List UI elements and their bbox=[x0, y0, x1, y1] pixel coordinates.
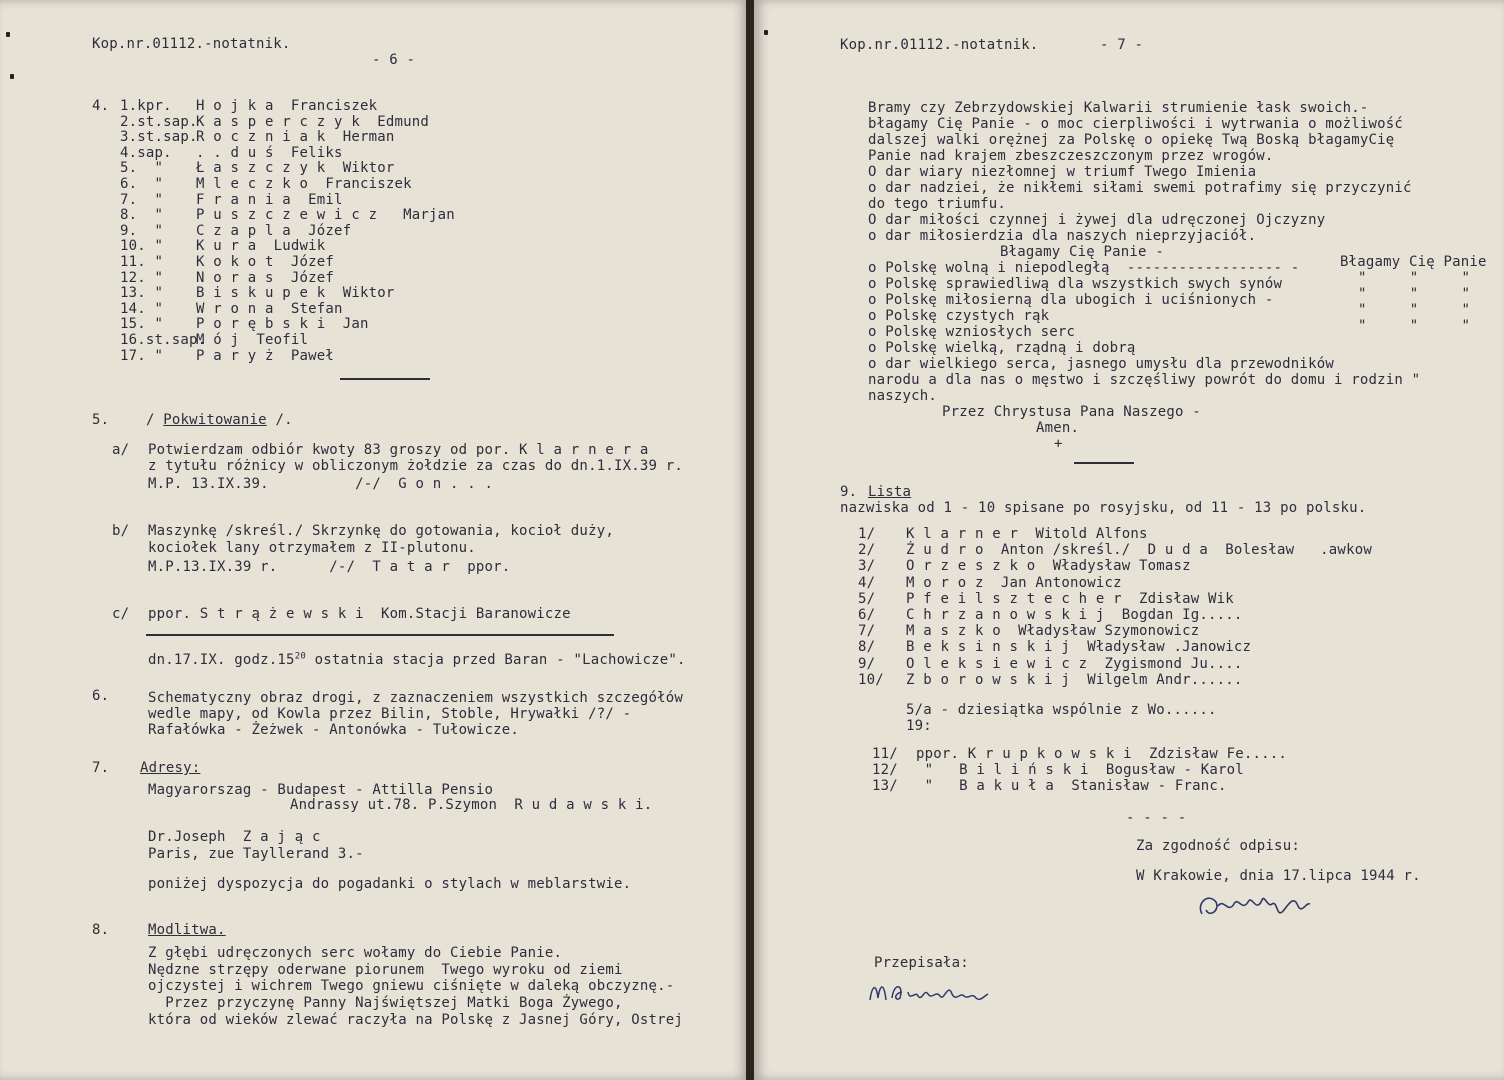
prayer-line: ojczystej i wichrem Twego gniewu ciśnięte w daleką obczyznę.- bbox=[148, 978, 675, 994]
receipt-line: Maszynkę /skreśl./ Skrzynkę do gotowania, kocioł duży, bbox=[148, 523, 614, 539]
receipt-line: dn.17.IX. $godz.15^{20}$ ostatnia stacja przed Baran - "Lachowicze". bbox=[148, 651, 686, 668]
address-line: Dr.Joseph Z a j ą c bbox=[148, 829, 321, 845]
list-name: K u r a Ludwik bbox=[196, 238, 326, 255]
list-name: P o r ę b s k i Jan bbox=[196, 316, 369, 333]
section-number: 5. bbox=[92, 412, 110, 428]
prayer-line: narodu a dla nas o męstwo i szczęśliwy powrót do domu i rodzin " bbox=[868, 372, 1421, 388]
section-title: / Pokwitowanie /. bbox=[146, 412, 293, 428]
list-name: P f e i l s z t e c h e r Zdisław Wik bbox=[906, 590, 1234, 607]
prayer-line: błagamy Cię Panie - o moc cierpliwości i wytrwania o możliwość bbox=[868, 116, 1403, 132]
prayer-line: o dar wielkiego serca, jasnego umysłu dla przewodników bbox=[868, 356, 1334, 372]
list-rank: 1.kpr. bbox=[120, 98, 172, 114]
list-rank: 13. " bbox=[120, 285, 164, 302]
margin-mark bbox=[10, 74, 14, 79]
prayer-line: Przez przyczynę Panny Najświętszej Matki Boga Żywego, bbox=[148, 995, 623, 1011]
list-name: P u s z c z e w i c z Marjan bbox=[196, 207, 455, 224]
prayer-line: o Polskę czystych rąk bbox=[868, 308, 1050, 324]
list-rank: 16.st.sap. bbox=[120, 332, 207, 348]
ditto-marks: " " " bbox=[1358, 270, 1471, 286]
list-subtitle: nazwiska od 1 - 10 spisane po rosyjsku, od 11 - 13 po polsku. bbox=[840, 500, 1367, 516]
list-name: . . d u ś Feliks bbox=[196, 144, 343, 161]
list-name: M l e c z k o Franciszek bbox=[196, 176, 412, 192]
list-rank: 7. " bbox=[120, 191, 164, 208]
list-rank: 17. " bbox=[120, 347, 164, 364]
list-name: " B a k u ł a Stanisław - Franc. bbox=[916, 778, 1227, 794]
list-rank: 14. " bbox=[120, 300, 164, 317]
item-label: b/ bbox=[112, 523, 130, 539]
receipt-line: z tytułu różnicy w obliczonym żołdzie za czas do dn.1.IX.39 r. bbox=[148, 458, 683, 474]
ditto-marks: " " " bbox=[1358, 286, 1471, 302]
list-number: 3/ bbox=[858, 558, 876, 575]
list-name: N o r a s Józef bbox=[196, 269, 335, 286]
list-name: M a s z k o Władysław Szymonowicz bbox=[906, 623, 1200, 640]
place-date: W Krakowie, dnia 17.lipca 1944 r. bbox=[1136, 868, 1421, 884]
address-line: Andrassy ut.78. P.Szymon R u d a w s k i. bbox=[290, 797, 653, 813]
receipt-line: kociołek lany otrzymałem z II-plutonu. bbox=[148, 540, 476, 556]
list-name: W r o n a Stefan bbox=[196, 300, 343, 317]
ditto-marks: " " " bbox=[1358, 302, 1471, 318]
list-name: P a r y ż Paweł bbox=[196, 347, 335, 364]
section-number: 6. bbox=[92, 688, 110, 704]
list-rank: 11. " bbox=[120, 254, 164, 270]
cross-mark: + bbox=[1054, 436, 1063, 452]
list-name: R o c z n i a k Herman bbox=[196, 129, 395, 146]
list-name: M ó j Teofil bbox=[196, 332, 309, 348]
item-label: c/ bbox=[112, 606, 130, 622]
list-name: H o j k a Franciszek bbox=[196, 98, 378, 114]
list-number: 4/ bbox=[858, 574, 876, 591]
prayer-line: o Polskę wolną i niepodległą ------------------ - bbox=[868, 260, 1300, 276]
prayer-refrain: Błagamy Cię Panie - bbox=[1000, 244, 1164, 260]
list-number: 7/ bbox=[858, 623, 876, 640]
list-number: 10/ bbox=[858, 671, 884, 688]
margin-mark bbox=[6, 32, 10, 37]
list-name: K l a r n e r Witold Alfons bbox=[906, 526, 1148, 542]
prayer-line: Nędzne strzępy oderwane piorunem Twego wyroku od ziemi bbox=[148, 962, 623, 978]
prayer-line: Bramy czy Zebrzydowskiej Kalwarii strumienie łask swoich.- bbox=[868, 100, 1369, 116]
list-rank: 12. " bbox=[120, 269, 164, 286]
list-name: C h r z a n o w s k i j Bogdan Ig..... bbox=[906, 607, 1243, 623]
list-name: B e k s i n s k i j Władysław .Janowicz bbox=[906, 639, 1252, 656]
prayer-line: do tego triumfu. bbox=[868, 196, 1007, 212]
list-rank: 4.sap. bbox=[120, 144, 172, 161]
prayer-line: Amen. bbox=[1036, 420, 1080, 436]
prayer-line: Z głębi udręczonych serc wołamy do Ciebie Panie. bbox=[148, 945, 563, 961]
prayer-line: o Polskę miłosierną dla ubogich i uciśnionych - bbox=[868, 292, 1274, 308]
prayer-line: dalszej walki orężnej za Polskę o opiekę Twą Boską błagamyCię bbox=[868, 132, 1395, 148]
page-6 bbox=[0, 0, 748, 1080]
list-note: 5/a - dziesiątka wspólnie z Wo...... bbox=[906, 702, 1217, 718]
prayer-line: o dar nadziei, że nikłemi siłami swemi potrafimy się przyczynić bbox=[868, 180, 1412, 196]
note-line: poniżej dyspozycja do pogadanki o stylach w meblarstwie. bbox=[148, 876, 632, 892]
list-number: 2/ bbox=[858, 542, 876, 559]
divider-dashes: - - - - bbox=[1126, 810, 1187, 826]
list-number: 9/ bbox=[858, 655, 876, 672]
section-number: 8. bbox=[92, 922, 110, 938]
list-number: 6/ bbox=[858, 607, 876, 623]
list-number: 12/ bbox=[872, 762, 898, 778]
route-line: wedle mapy, od Kowla przez Bilin, Stoble, Hrywałki /?/ - bbox=[148, 706, 632, 722]
list-rank: 15. " bbox=[120, 316, 164, 333]
divider bbox=[1074, 462, 1134, 464]
address-line: Paris, zue Tayllerand 3.- bbox=[148, 846, 364, 862]
section-title: Adresy: bbox=[140, 760, 201, 776]
list-rank: 8. " bbox=[120, 207, 164, 224]
list-name: F r a n i a Emil bbox=[196, 191, 343, 208]
section-number: 9. bbox=[840, 484, 858, 500]
receipt-line: ppor. S t r ą ż e w s k i Kom.Stacji Baranowicze bbox=[148, 606, 571, 622]
receipt-line: M.P.13.IX.39 r. /-/ T a t a r ppor. bbox=[148, 559, 511, 575]
signature-image bbox=[1194, 884, 1314, 930]
header-ref: Kop.nr.01112.-notatnik. bbox=[840, 37, 1039, 53]
address-line: Magyarorszag - Budapest - Attilla Pensio bbox=[148, 782, 494, 798]
prayer-line: o dar miłosierdzia dla naszych nieprzyjaciół. bbox=[868, 228, 1257, 244]
receipt-line: Potwierdzam odbiór kwoty 83 groszy od por. K l a r n e r a bbox=[148, 442, 649, 458]
list-rank: 5. " bbox=[120, 160, 164, 177]
prayer-refrain: Błagamy Cię Panie bbox=[1340, 254, 1487, 270]
list-rank: 2.st.sap. bbox=[120, 113, 198, 130]
list-name: O l e k s i e w i c z Zygismond Ju.... bbox=[906, 655, 1243, 672]
section-number: 4. bbox=[92, 98, 110, 114]
ditto-marks: " " " bbox=[1358, 318, 1471, 334]
list-name: Ż u d r o Anton /skreśl./ D u d a Bolesław .awkow bbox=[906, 542, 1372, 559]
list-number: 5/ bbox=[858, 590, 876, 607]
list-name: " B i l i ń s k i Bogusław - Karol bbox=[916, 762, 1244, 778]
prayer-line: Panie nad krajem zbeszczeszczonym przez wrogów. bbox=[868, 148, 1274, 164]
list-rank: 3.st.sap. bbox=[120, 129, 198, 146]
divider bbox=[340, 378, 430, 380]
list-number: 13/ bbox=[872, 778, 898, 794]
page-number: - 6 - bbox=[372, 52, 416, 68]
prayer-line: o Polskę wzniosłych serc bbox=[868, 324, 1076, 340]
list-name: O r z e s z k o Władysław Tomasz bbox=[906, 558, 1191, 575]
section-number: 7. bbox=[92, 760, 110, 776]
list-rank: 6. " bbox=[120, 176, 164, 192]
section-title: Lista bbox=[868, 484, 912, 500]
copyist-signature bbox=[864, 972, 994, 1012]
list-name: B i s k u p e k Wiktor bbox=[196, 285, 395, 302]
divider bbox=[146, 634, 614, 636]
header-ref: Kop.nr.01112.-notatnik. bbox=[92, 36, 291, 52]
list-name: C z a p l a Józef bbox=[196, 222, 352, 239]
page-7 bbox=[754, 0, 1504, 1080]
list-number: 8/ bbox=[858, 639, 876, 656]
list-name: ppor. K r u p k o w s k i Zdzisław Fe..... bbox=[916, 746, 1288, 762]
item-label: a/ bbox=[112, 442, 130, 458]
list-name: M o r o z Jan Antonowicz bbox=[906, 574, 1122, 591]
section-title: Modlitwa. bbox=[148, 922, 226, 938]
page-number: - 7 - bbox=[1100, 37, 1144, 53]
list-name: K a s p e r c z y k Edmund bbox=[196, 113, 429, 130]
list-number: 11/ bbox=[872, 746, 898, 762]
list-name: Ł a s z c z y k Wiktor bbox=[196, 160, 395, 177]
list-number: 1/ bbox=[858, 526, 876, 542]
prayer-line: O dar wiary niezłomnej w triumf Twego Imienia bbox=[868, 164, 1257, 180]
route-line: Schematyczny obraz drogi, z zaznaczeniem wszystkich szczegółów bbox=[148, 690, 683, 706]
margin-mark bbox=[764, 30, 768, 35]
list-name: Z b o r o w s k i j Wilgelm Andr...... bbox=[906, 671, 1243, 688]
prayer-line: Przez Chrystusa Pana Naszego - bbox=[942, 404, 1201, 420]
prayer-line: o Polskę sprawiedliwą dla wszystkich swych synów bbox=[868, 276, 1283, 292]
copied-by-label: Przepisała: bbox=[874, 955, 969, 971]
prayer-line: o Polskę wielką, rządną i dobrą bbox=[868, 340, 1136, 356]
prayer-line: O dar miłości czynnej i żywej dla udręczonej Ojczyzny bbox=[868, 212, 1326, 228]
list-rank: 10. " bbox=[120, 238, 164, 255]
conformity-note: Za zgodność odpisu: bbox=[1136, 838, 1300, 854]
list-name: K o k o t Józef bbox=[196, 254, 335, 270]
prayer-line: która od wieków zlewać raczyła na Polskę z Jasnej Góry, Ostrej bbox=[148, 1012, 683, 1028]
receipt-line: M.P. 13.IX.39. /-/ G o n . . . bbox=[148, 476, 494, 492]
list-note: 19: bbox=[906, 718, 932, 734]
list-rank: 9. " bbox=[120, 222, 164, 239]
route-line: Rafałówka - Żeżwek - Antonówka - Tułowicze. bbox=[148, 722, 520, 738]
prayer-line: naszych. bbox=[868, 388, 938, 404]
